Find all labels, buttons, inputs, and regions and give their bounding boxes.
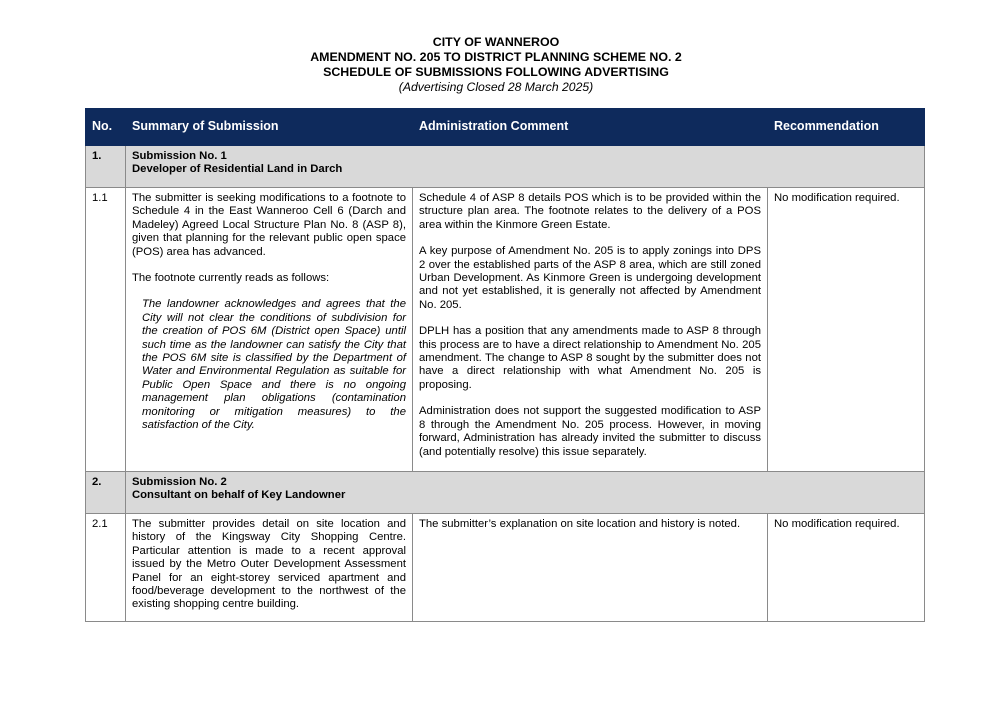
col-header-recommendation: Recommendation <box>768 109 925 146</box>
submission-number: 1. <box>86 146 126 188</box>
table-header-row <box>86 109 925 146</box>
table-row <box>86 188 925 472</box>
recommendation-cell: No modification required. <box>768 514 925 622</box>
header-line-2: AMENDMENT NO. 205 TO DISTRICT PLANNING SCHEME NO. 2 <box>310 50 682 64</box>
submissions-table <box>85 108 925 622</box>
summary-paragraph: The footnote currently reads as follows: <box>132 272 330 285</box>
comment-cell <box>413 514 768 622</box>
comment-paragraph: DPLH has a position that any amendments made to ASP 8 through this process are to have a direct relationship to Amendment No. 205 amendment. The change to ASP 8 sought by the submitter does not have a direct relationship with what Amendment No. 205 is proposing. <box>419 325 761 391</box>
header-line-3: SCHEDULE OF SUBMISSIONS FOLLOWING ADVERTISING <box>323 65 669 79</box>
recommendation-cell: No modification required. <box>768 188 925 472</box>
submission-title: Submission No. 1 <box>132 150 227 162</box>
header-line-1: CITY OF WANNEROO <box>432 35 560 49</box>
table-row <box>86 514 925 622</box>
submission-number: 2. <box>86 472 126 514</box>
header-line-4: (Advertising Closed 28 March 2025) <box>398 80 594 94</box>
submission-heading-row <box>86 472 925 514</box>
comment-paragraph: A key purpose of Amendment No. 205 is to apply zonings into DPS 2 over the established parts of the ASP 8 area, which are still zoned Urban Development. As Kinmore Green is undergoing development and not yet established, it is generally not affected by Amendment No. 205. <box>419 245 761 311</box>
footnote-quote: The landowner acknowledges and agrees that the City will not clear the conditions of subdivision for the creation of POS 6M (District open Space) until such time as the landowner can satisfy the City that the POS 6M site is classified by the Department of Water and Environmental Regulation as suitable for Public Open Space and there is no ongoing management plan obligations (contamination monitoring or mitigation measures) to the satisfaction of the City. <box>142 298 406 432</box>
submission-title: Submission No. 2 <box>132 476 227 488</box>
submission-heading <box>126 472 925 514</box>
summary-cell <box>126 514 413 622</box>
comment-paragraph: The submitter’s explanation on site location and history is noted. <box>419 518 741 530</box>
document-header <box>0 35 992 95</box>
comment-cell <box>413 188 768 472</box>
row-number: 1.1 <box>86 188 126 472</box>
col-header-comment: Administration Comment <box>413 109 768 146</box>
row-number: 2.1 <box>86 514 126 622</box>
col-header-summary: Summary of Submission <box>126 109 413 146</box>
submission-heading-row <box>86 146 925 188</box>
submission-heading <box>126 146 925 188</box>
submission-subtitle: Consultant on behalf of Key Landowner <box>132 489 346 502</box>
summary-cell <box>126 188 413 472</box>
summary-paragraph: The submitter provides detail on site location and history of the Kingsway City Shopping Centre. Particular attention is made to a recent approval issued by the Metro Outer Development Assessment Panel for an eight-storey serviced apartment and food/beverage development to the northwest of the existing shopping centre building. <box>132 518 406 611</box>
summary-paragraph: The submitter is seeking modifications to a footnote to Schedule 4 in the East Wanneroo Cell 6 (Darch and Madeley) Agreed Local Structure Plan No. 8 (ASP 8), given that planning for the relevant public open space (POS) area has advanced. <box>132 192 406 258</box>
submission-subtitle: Developer of Residential Land in Darch <box>132 163 343 176</box>
comment-paragraph: Administration does not support the suggested modification to ASP 8 through the Amendment No. 205 process. However, in moving forward, Administration has already invited the submitter to discuss (and potentially resolve) this issue separately. <box>419 405 761 458</box>
col-header-no: No. <box>86 109 126 146</box>
comment-paragraph: Schedule 4 of ASP 8 details POS which is to be provided within the structure plan area. The footnote relates to the delivery of a POS area within the Kinmore Green Estate. <box>419 192 761 231</box>
